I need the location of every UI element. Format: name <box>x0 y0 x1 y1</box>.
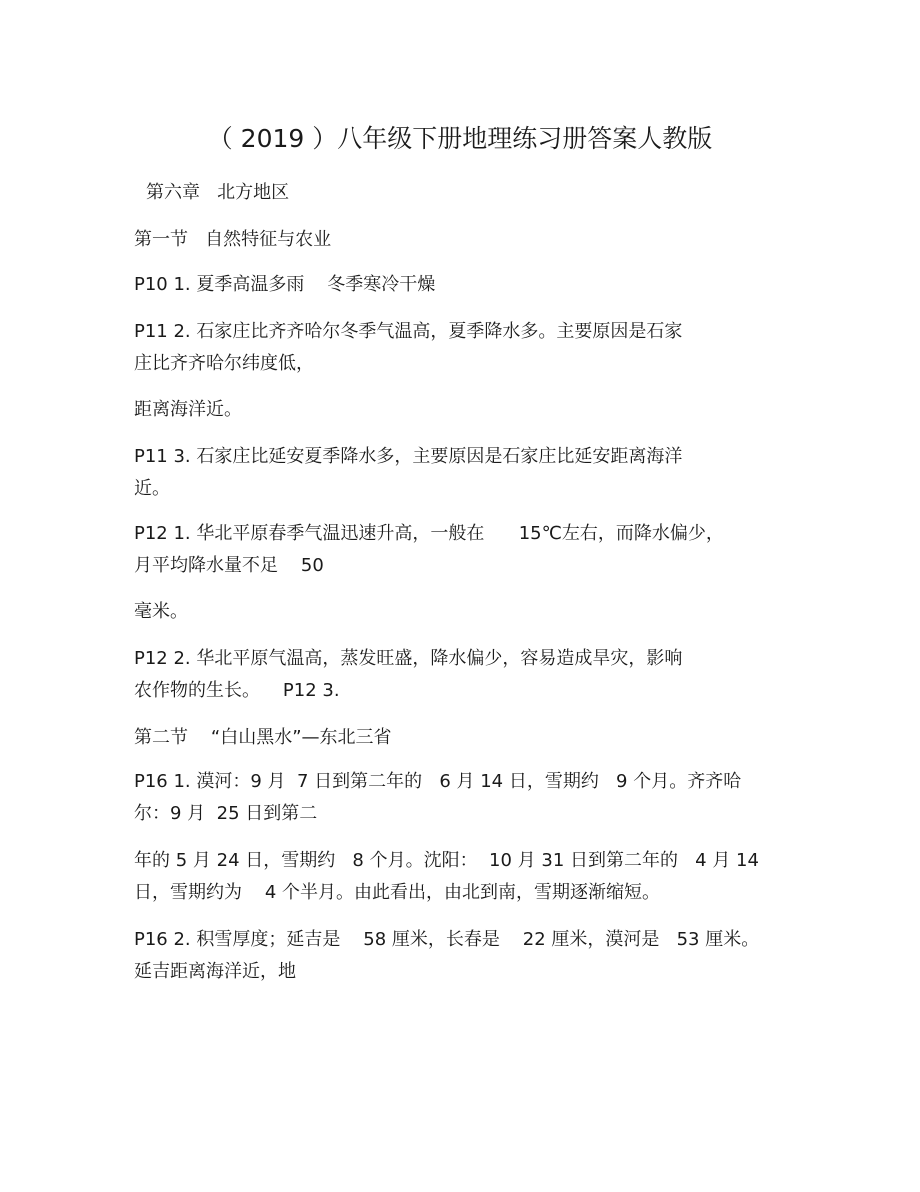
answer-line: P16 2. 积雪厚度；延吉是 58 厘米，长春是 22 厘米，漠河是 53 厘米。 <box>134 929 760 950</box>
chapter-heading: 第六章 北方地区 <box>146 182 290 203</box>
answer-line: 延吉距离海洋近，地 <box>134 961 296 982</box>
answer-line: 毫米。 <box>134 601 188 622</box>
answer-line: P12 2. 华北平原气温高，蒸发旺盛，降水偏少，容易造成旱灾，影响 <box>134 648 683 669</box>
section-heading: 第二节 “白山黑水”—东北三省 <box>134 727 392 748</box>
document-title: （ 2019 ）八年级下册地理练习册答案人教版 <box>207 124 713 153</box>
answer-line: 距离海洋近。 <box>134 399 242 420</box>
answer-line: 日，雪期约为 4 个半月。由此看出，由北到南，雪期逐渐缩短。 <box>134 882 661 903</box>
section-heading: 第一节 自然特征与农业 <box>134 229 332 250</box>
answer-line: 庄比齐齐哈尔纬度低， <box>134 353 314 374</box>
answer-line: 年的 5 月 24 日，雪期约 8 个月。沈阳： 10 月 31 日到第二年的 4 月 14 <box>134 850 759 871</box>
answer-line: P11 2. 石家庄比齐齐哈尔冬季气温高，夏季降水多。主要原因是石家 <box>134 321 683 342</box>
answer-line: P11 3. 石家庄比延安夏季降水多，主要原因是石家庄比延安距离海洋 <box>134 446 683 467</box>
answer-line: P10 1. 夏季高温多雨 冬季寒冷干燥 <box>134 274 436 295</box>
answer-line: 月平均降水量不足 50 <box>134 555 324 576</box>
answer-line: 农作物的生长。 P12 3. <box>134 680 340 701</box>
answer-line: 近。 <box>134 478 170 499</box>
answer-line: P16 1. 漠河：9 月 7 日到第二年的 6 月 14 日，雪期约 9 个月。齐齐哈 <box>134 771 742 792</box>
answer-line: 尔：9 月 25 日到第二 <box>134 803 318 824</box>
answer-line: P12 1. 华北平原春季气温迅速升高，一般在 15℃左右，而降水偏少， <box>134 523 724 544</box>
